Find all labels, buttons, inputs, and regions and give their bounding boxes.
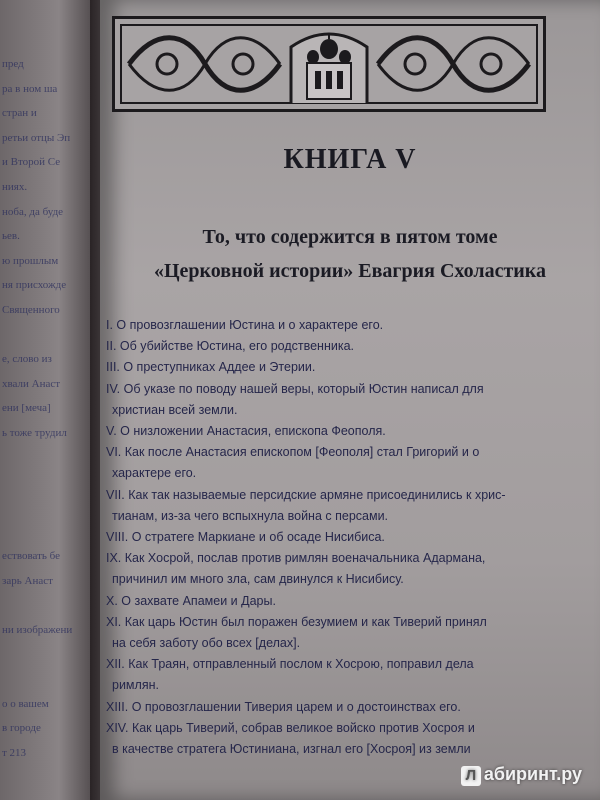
watermark-text: абиринт.ру — [483, 764, 582, 784]
facing-page-line: стран и — [2, 107, 37, 120]
labirint-logo-icon: Л — [461, 766, 481, 786]
facing-page-line: ра в ном ша — [2, 82, 58, 95]
toc-entry: XIII. О провозглашении Тиверия царем и о достоинствах его. — [106, 699, 461, 714]
toc-entry: XIV. Как царь Тиверий, собрав великое войско против Хосроя и — [106, 720, 475, 735]
toc-entry: V. О низложении Анастасия, епископа Феополя. — [106, 424, 386, 438]
facing-page-line: ь тоже трудил — [2, 427, 67, 439]
toc-entry: IX. Как Хосрой, послав против римлян военачальника Адармана, — [106, 551, 486, 566]
subtitle-line-2: «Церковной истории» Евагрия Схоластика — [153, 260, 547, 282]
facing-page-line: ниях. — [2, 181, 28, 193]
toc-entry: I. О провозглашении Юстина и о характере его. — [106, 318, 384, 332]
facing-page-line: ю прошлым — [2, 254, 59, 267]
toc-entry: II. Об убийстве Юстина, его родственника. — [106, 339, 355, 354]
toc-entry: христиан всей земли. — [112, 402, 238, 417]
toc-entry: III. О преступниках Аддее и Этерии. — [106, 360, 316, 375]
toc-entry: X. О захвате Апамеи и Дары. — [106, 593, 276, 608]
toc-entry: в качестве стратега Юстиниана, изгнал его [Хосроя] из земли — [112, 742, 471, 756]
facing-page-line: ретьи отцы Эп — [2, 131, 71, 144]
book-title: КНИГА V — [283, 144, 417, 175]
facing-page-line: хвали Анаст — [2, 377, 61, 390]
toc-entry: IV. Об указе по поводу нашей веры, который Юстин написал для — [106, 381, 484, 396]
facing-page — [0, 0, 98, 800]
book-page — [100, 0, 600, 800]
facing-page-line: Священного — [2, 304, 60, 316]
toc-entry: VI. Как после Анастасия епископом [Феополя] стал Григорий и о — [106, 445, 480, 460]
facing-page-line: о о вашем — [2, 697, 49, 710]
toc-entry: римлян. — [112, 678, 159, 693]
toc-entry: XI. Как царь Юстин был поражен безумием и как Тиверий принял — [106, 614, 487, 629]
watermark — [461, 764, 582, 786]
facing-page-line: ени [меча] — [2, 402, 51, 415]
toc-entry: причинил им много зла, сам двинулся к Нисибису. — [112, 572, 404, 587]
facing-page-line: е, слово из — [2, 353, 52, 366]
chapter-subtitle — [140, 220, 560, 288]
toc-entry: тианам, из-за чего вспыхнула война с персами. — [112, 508, 389, 523]
toc-entry: VII. Как так называемые персидские армяне присоединились к хрис- — [106, 487, 506, 502]
toc-entry: XII. Как Траян, отправленный послом к Хосрою, поправил дела — [106, 657, 474, 672]
ornament-church-icon — [115, 19, 543, 109]
facing-page-line: ни изображени — [2, 623, 73, 636]
facing-page-line: ня присхожде — [2, 279, 67, 292]
facing-page-line: зарь Анаст — [2, 574, 53, 587]
facing-page-line: в городе — [2, 722, 41, 735]
subtitle-line-1: То, что содержится в пятом томе — [202, 226, 498, 248]
facing-page-line: и Второй Се — [2, 156, 61, 169]
facing-page-line: ествовать бе — [2, 550, 61, 562]
toc-entry: VIII. О стратеге Маркиане и об осаде Нисибиса. — [106, 530, 385, 544]
toc-entry: на себя заботу обо всех [делах]. — [112, 636, 301, 650]
facing-page-line: пред — [2, 58, 24, 70]
ornamental-headpiece — [112, 16, 546, 112]
facing-page-line: т 213 — [2, 746, 27, 759]
facing-page-line: ноба, да буде — [2, 205, 64, 218]
facing-page-line: ьев. — [2, 230, 20, 243]
toc-entry: характере его. — [112, 466, 197, 481]
